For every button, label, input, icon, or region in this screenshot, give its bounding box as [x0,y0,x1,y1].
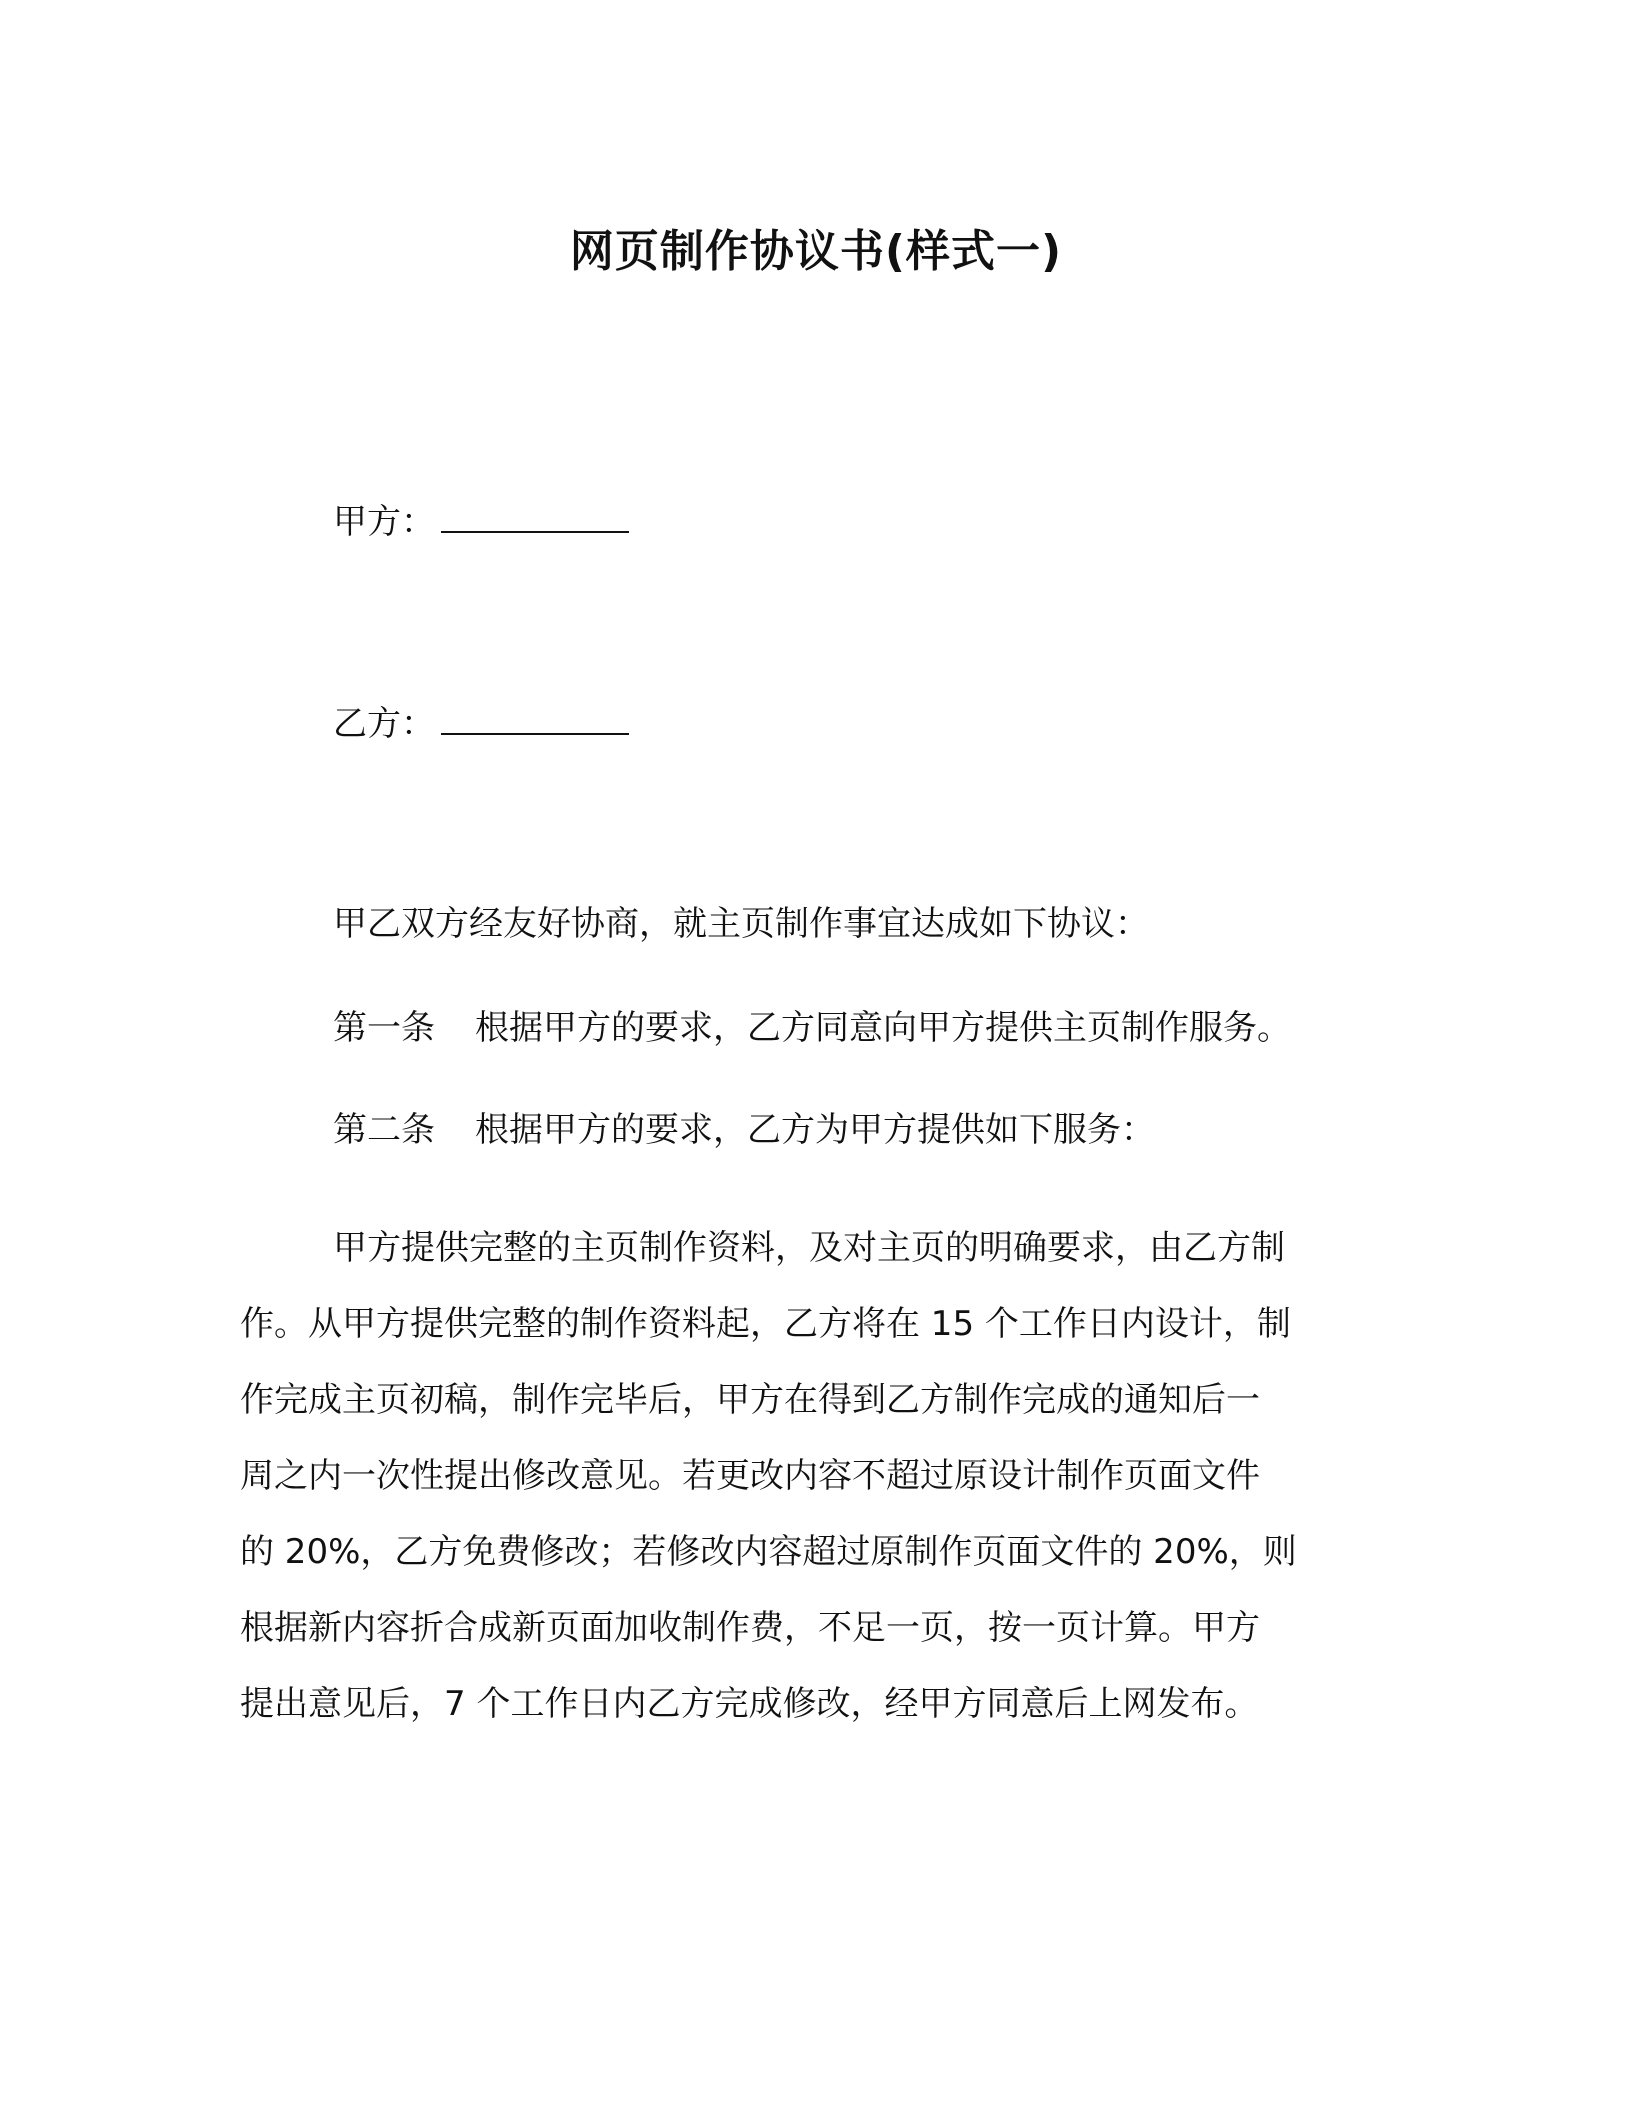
party-a-label: 甲方： [333,502,435,542]
party-a-line [333,500,629,544]
party-b-line [333,702,629,746]
article-1-text: 根据甲方的要求，乙方同意向甲方提供主页制作服务。 [475,1008,1291,1048]
article-2-number: 第二条 [333,1110,435,1150]
paragraph-line: 甲方提供完整的主页制作资料，及对主页的明确要求，由乙方制 [333,1228,1285,1268]
article-1 [333,1006,1291,1050]
paragraph-line: 作完成主页初稿，制作完毕后，甲方在得到乙方制作完成的通知后一 [240,1380,1260,1420]
paragraph-line: 提出意见后，7 个工作日内乙方完成修改，经甲方同意后上网发布。 [240,1684,1259,1724]
party-a-blank [441,501,629,533]
service-paragraph [240,1210,1390,1742]
paragraph-line: 的 20%，乙方免费修改；若修改内容超过原制作页面文件的 20%，则 [240,1532,1297,1572]
intro-text: 甲乙双方经友好协商，就主页制作事宜达成如下协议： [333,904,1149,944]
article-1-number: 第一条 [333,1008,435,1048]
party-b-label: 乙方： [333,704,435,744]
party-b-blank [441,703,629,735]
paragraph-line: 根据新内容折合成新页面加收制作费，不足一页，按一页计算。甲方 [240,1608,1260,1648]
article-2-text: 根据甲方的要求，乙方为甲方提供如下服务： [475,1110,1155,1150]
paragraph-line: 周之内一次性提出修改意见。若更改内容不超过原设计制作页面文件 [240,1456,1260,1496]
article-2 [333,1108,1155,1152]
paragraph-line: 作。从甲方提供完整的制作资料起，乙方将在 15 个工作日内设计，制 [240,1304,1291,1344]
document-title: 网页制作协议书(样式一) [569,226,1063,277]
